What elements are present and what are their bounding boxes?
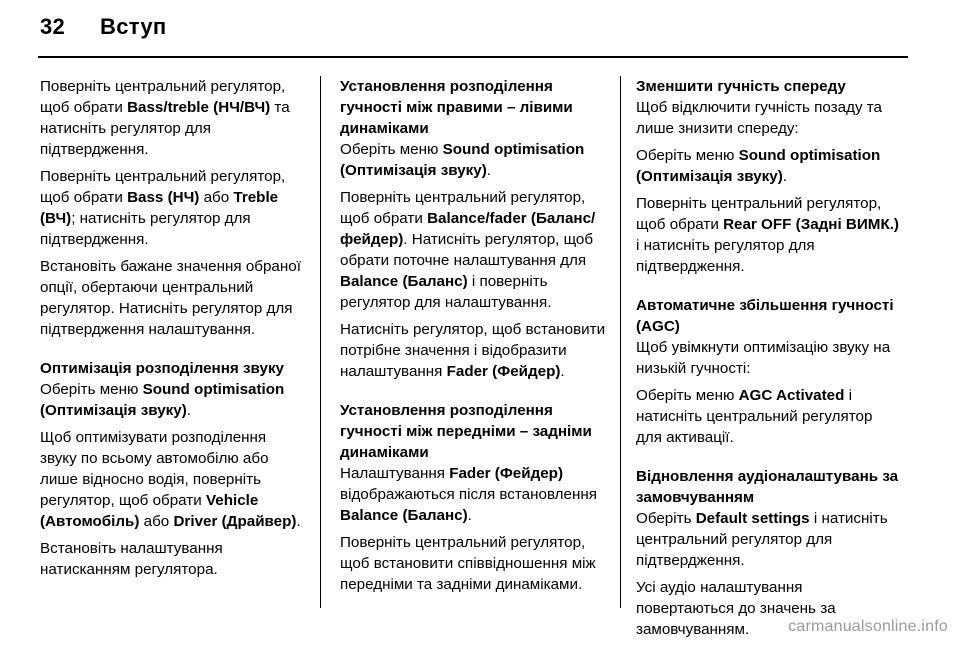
paragraph: Оберіть меню Sound optimisation (Оптимізація звуку). xyxy=(636,147,881,185)
paragraph: Поверніть центральний регулятор, щоб обрати Bass (НЧ) або Treble (ВЧ); натисніть регулятор для підтвердження. xyxy=(40,168,286,248)
paragraph: Оберіть меню AGC Activated і натисніть центральний регулятор для активації. xyxy=(636,387,873,446)
section-heading: Оптимізація розподілення звуку xyxy=(40,360,284,377)
column-2 xyxy=(340,76,606,601)
paragraph: Поверніть центральний регулятор, щоб обрати Bass/treble (НЧ/ВЧ) та натисніть регулятор для підтвердження. xyxy=(40,78,290,158)
paragraph: Усі аудіо налаштування повертаються до значень за замовчуванням. xyxy=(636,579,836,638)
paragraph: Оберіть меню Sound optimisation (Оптимізація звуку). xyxy=(40,381,285,419)
paragraph: Встановіть налаштування натисканням регулятора. xyxy=(40,540,223,578)
paragraph: Поверніть центральний регулятор, щоб встановити співвідношення між передніми та задніми динаміками. xyxy=(340,534,596,593)
page-header xyxy=(40,14,166,40)
paragraph: Оберіть меню Sound optimisation (Оптимізація звуку). xyxy=(340,141,585,179)
watermark: carmanualsonline.info xyxy=(788,618,948,635)
paragraph: Натисніть регулятор, щоб встановити потрібне значення і відобразити налаштування Fader (Фейдер). xyxy=(340,321,606,380)
column-1 xyxy=(40,76,306,586)
paragraph: Щоб увімкнути оптимізацію звуку на низькій гучності: xyxy=(636,339,891,377)
column-divider xyxy=(320,76,321,608)
section-heading: Відновлення аудіоналаштувань за замовчуванням xyxy=(636,468,899,506)
paragraph: Оберіть Default settings і натисніть центральний регулятор для підтвердження. xyxy=(636,510,888,569)
paragraph: Встановіть бажане значення обраної опції, обертаючи центральний регулятор. Натисніть регулятор для підтвердження налаштування. xyxy=(40,258,301,338)
column-divider xyxy=(620,76,621,608)
paragraph: Щоб відключити гучність позаду та лише знизити спереду: xyxy=(636,99,883,137)
paragraph: Щоб оптимізувати розподілення звуку по всьому автомобілю або лише відносно водія, поверніть регулятор, щоб обрати Vehicle (Автомобіль) або Driver (Драйвер). xyxy=(40,429,301,530)
section-heading: Установлення розподілення гучності між передніми – задніми динаміками xyxy=(340,402,592,461)
paragraph: Поверніть центральний регулятор, щоб обрати Rear OFF (Задні ВИМК.) і натисніть регулятор для підтвердження. xyxy=(636,195,899,275)
section-heading: Установлення розподілення гучності між правими – лівими динаміками xyxy=(340,78,573,137)
section-heading: Автоматичне збільшення гучності (AGC) xyxy=(636,297,894,335)
paragraph: Поверніть центральний регулятор, щоб обрати Balance/fader (Баланс/ фейдер). Натисніть регулятор, щоб обрати поточне налаштування для Balance (Баланс) і поверніть регулятор для налаштування. xyxy=(340,189,596,311)
header-rule xyxy=(38,56,908,58)
page-number: 32 xyxy=(40,14,66,39)
column-3 xyxy=(636,76,902,646)
page-title: Вступ xyxy=(100,14,167,39)
section-heading: Зменшити гучність спереду xyxy=(636,78,846,95)
paragraph: Налаштування Fader (Фейдер) відображаються після встановлення Balance (Баланс). xyxy=(340,465,597,524)
